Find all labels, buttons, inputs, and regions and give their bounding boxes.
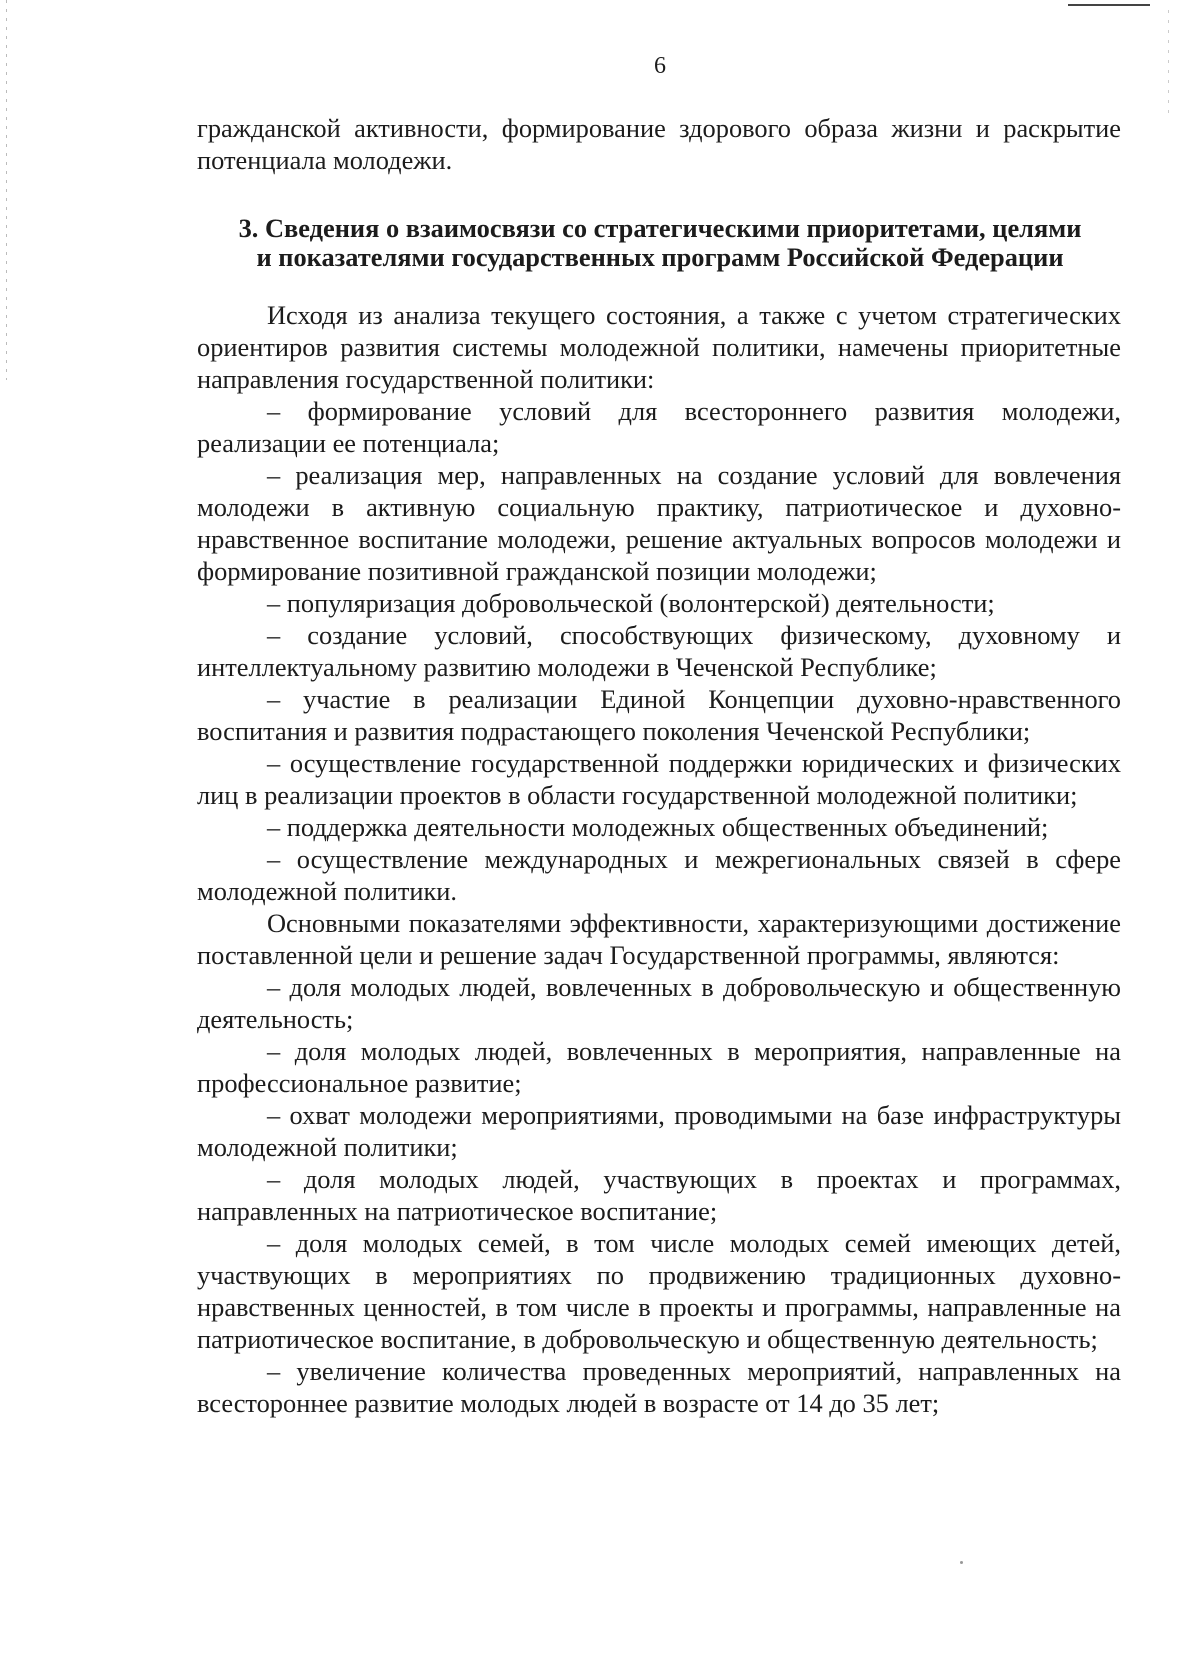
intro-paragraph: гражданской активности, формирование здорового образа жизни и раскрытие потенциала молодежи. <box>197 113 1121 175</box>
page-number: 6 <box>654 53 666 79</box>
list-item-indicator: – охват молодежи мероприятиями, проводимыми на базе инфраструктуры молодежной политики; <box>197 1100 1121 1162</box>
list-item-direction: – формирование условий для всестороннего развития молодежи, реализации ее потенциала; <box>197 396 1121 458</box>
scan-edge-left <box>6 0 7 380</box>
section-body <box>197 299 1121 1419</box>
header-rule <box>1068 4 1150 6</box>
list-item-direction: – популяризация добровольческой (волонтерской) деятельности; <box>267 588 995 618</box>
section-heading-line-2: и показателями государственных программ Российской Федерации <box>256 242 1064 272</box>
scan-edge-right <box>1168 10 1169 120</box>
list-item-direction: – осуществление международных и межрегиональных связей в сфере молодежной политики. <box>197 844 1121 906</box>
list-item-indicator: – доля молодых семей, в том числе молодых семей имеющих детей, участвующих в мероприятиях по продвижению традиционных духовно-нравственных ценностей, в том числе в проекты и программы, направленные на патриотическое воспитание, в добровольческую и общественную деятельность; <box>197 1228 1121 1354</box>
section-heading-line-1: 3. Сведения о взаимосвязи со стратегическими приоритетами, целями <box>238 213 1082 243</box>
section-heading <box>190 214 1130 272</box>
intro-text-block <box>197 112 1121 176</box>
list-item-indicator: – доля молодых людей, участвующих в проектах и программах, направленных на патриотическое воспитание; <box>197 1164 1121 1226</box>
list-item-direction: – создание условий, способствующих физическому, духовному и интеллектуальному развитию молодежи в Чеченской Республике; <box>197 620 1121 682</box>
list-item-direction: – поддержка деятельности молодежных общественных объединений; <box>267 812 1049 842</box>
list-item-indicator: – увеличение количества проведенных мероприятий, направленных на всестороннее развитие молодых людей в возрасте от 14 до 35 лет; <box>197 1356 1121 1418</box>
list-item-direction: – участие в реализации Единой Концепции духовно-нравственного воспитания и развития подрастающего поколения Чеченской Республики; <box>197 684 1121 746</box>
list-item-direction: – реализация мер, направленных на создание условий для вовлечения молодежи в активную социальную практику, патриотическое и духовно-нравственное воспитание молодежи, решение актуальных вопросов молодежи и формирование позитивной гражданской позиции молодежи; <box>197 460 1121 586</box>
list-item-indicator: – доля молодых людей, вовлеченных в мероприятия, направленные на профессиональное развитие; <box>197 1036 1121 1098</box>
scan-speck <box>960 1561 963 1564</box>
list-item-indicator: – доля молодых людей, вовлеченных в добровольческую и общественную деятельность; <box>197 972 1121 1034</box>
paragraph-indicators: Основными показателями эффективности, характеризующими достижение поставленной цели и решение задач Государственной программы, являются: <box>197 908 1121 970</box>
paragraph-intro: Исходя из анализа текущего состояния, а также с учетом стратегических ориентиров развития системы молодежной политики, намечены приоритетные направления государственной политики: <box>197 300 1121 394</box>
list-item-direction: – осуществление государственной поддержки юридических и физических лиц в реализации проектов в области государственной молодежной политики; <box>197 748 1121 810</box>
